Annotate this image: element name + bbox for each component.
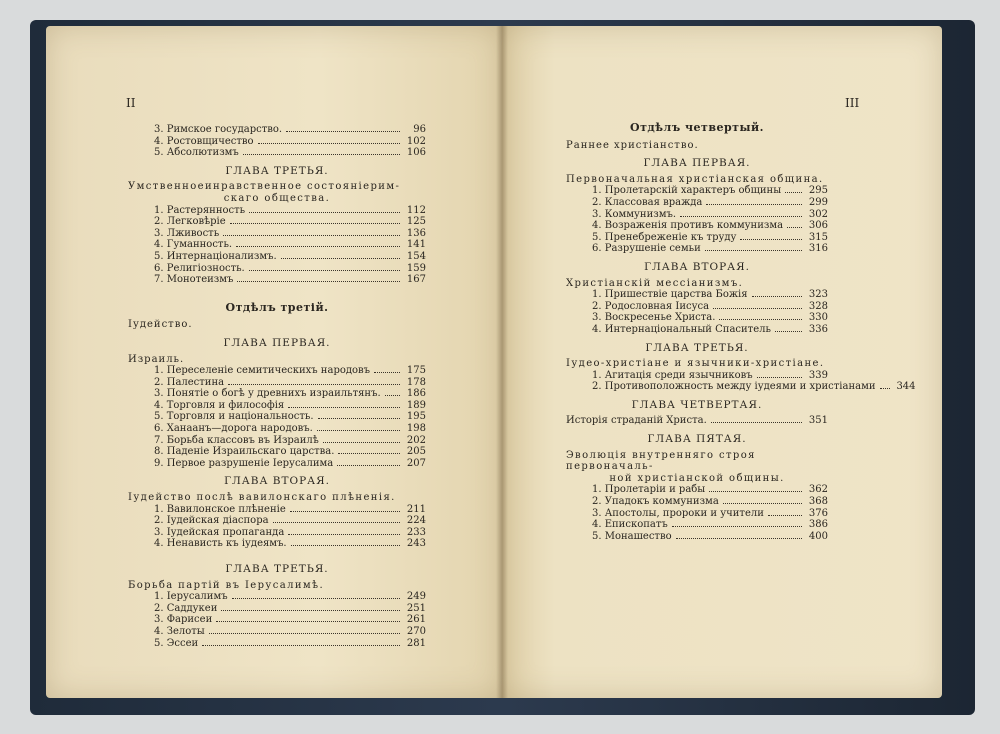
- intro-entries: [128, 124, 426, 159]
- chapter-subtitle: Эволюція внутренняго строя первоначаль-: [566, 449, 756, 473]
- dot-leader: [706, 204, 802, 205]
- chapter-subtitle: ной христіанской общины.: [609, 472, 785, 484]
- toc-entry: [566, 531, 828, 543]
- toc-entry-page: 233: [406, 526, 426, 538]
- dot-leader: [281, 258, 400, 259]
- toc-entry-title: 1. Іерусалимъ: [154, 591, 228, 603]
- chapter-heading: ГЛАВА ТРЕТЬЯ.: [645, 341, 749, 354]
- toc-entry-title: 2. Саддукеи: [154, 602, 218, 614]
- dot-leader: [676, 538, 802, 539]
- toc-entry-page: 189: [406, 399, 426, 411]
- dot-leader: [317, 430, 400, 431]
- toc-entry: [566, 185, 828, 197]
- toc-entry-page: 167: [406, 274, 426, 286]
- toc-entry: [128, 603, 426, 615]
- toc-entry-title: 2. Классовая вражда: [592, 196, 703, 208]
- dot-leader: [713, 308, 802, 309]
- dot-leader: [323, 442, 400, 443]
- toc-entry-page: 336: [808, 323, 828, 335]
- dot-leader: [236, 246, 400, 247]
- chapter-heading: ГЛАВА ПЕРВАЯ.: [223, 336, 331, 349]
- dot-leader: [288, 534, 400, 535]
- toc-entry: [128, 504, 426, 516]
- chapter-heading: ГЛАВА ВТОРАЯ.: [644, 260, 750, 273]
- toc-entry-title: 9. Первое разрушеніе Іерусалима: [154, 457, 334, 469]
- toc-entry: [566, 289, 828, 301]
- dot-leader: [787, 227, 802, 228]
- dot-leader: [757, 377, 802, 378]
- toc-entry-title: 7. Борьба классовъ въ Израилѣ: [154, 434, 319, 446]
- toc-entry-page: 386: [808, 519, 828, 531]
- chapter-entries: [128, 205, 426, 286]
- toc-entry-page: 323: [808, 289, 828, 301]
- toc-entry-title: 4. Ненависть къ іудеямъ.: [154, 538, 287, 550]
- toc-entry: [128, 124, 426, 136]
- toc-entry: [566, 197, 828, 209]
- toc-entry: [128, 251, 426, 263]
- dot-leader: [705, 250, 802, 251]
- dot-leader: [237, 281, 400, 282]
- chapter-subtitle: Борьба партій въ Іерусалимѣ.: [128, 579, 325, 591]
- toc-entry-title: 5. Торговля и національность.: [154, 411, 314, 423]
- toc-entry-page: 243: [406, 538, 426, 550]
- chapter-entries: [566, 185, 828, 255]
- toc-entry: [566, 301, 828, 313]
- toc-entry-page: 339: [808, 369, 828, 381]
- toc-entry-page: 211: [406, 503, 426, 515]
- toc-entry-page: 302: [808, 208, 828, 220]
- toc-entry: [566, 324, 828, 336]
- toc-entry-title: 8. Паденіе Израильскаго царства.: [154, 446, 335, 458]
- toc-entry-page: 251: [406, 602, 426, 614]
- toc-entry-title: 1. Пролетарскій характеръ общины: [592, 185, 782, 197]
- toc-entry: [128, 591, 426, 603]
- chapter-subtitle: Іудео-христіане и язычники-христіане.: [566, 358, 825, 370]
- toc-entry-title: Исторія страданій Христа.: [566, 415, 707, 427]
- chapter-entries: [566, 289, 828, 335]
- chapter-heading: ГЛАВА ПЕРВАЯ.: [643, 157, 751, 170]
- chapter-subtitle: Христіанскій мессіанизмъ.: [566, 277, 744, 289]
- toc-entry-title: 4. Интернаціональный Спаситель: [592, 323, 771, 335]
- right-page-number: III: [845, 96, 860, 110]
- dot-leader: [768, 515, 802, 516]
- toc-entry-title: 4. Зелоты: [154, 625, 205, 637]
- section-heading: Отдѣлъ третій.: [225, 300, 329, 314]
- chapter-entries: [128, 591, 426, 649]
- dot-leader: [752, 296, 802, 297]
- toc-entry-title: 1. Растерянность: [154, 204, 246, 216]
- toc-entry-page: 368: [808, 496, 828, 508]
- toc-entry: [128, 626, 426, 638]
- toc-entry: [128, 377, 426, 389]
- dot-leader: [680, 216, 802, 217]
- dot-leader: [243, 154, 400, 155]
- dot-leader: [719, 319, 802, 320]
- toc-entry: [566, 415, 828, 427]
- toc-entry-page: 141: [406, 239, 426, 251]
- chapter-entries: [566, 484, 828, 542]
- right-toc-column: [566, 121, 916, 542]
- toc-entry-page: 295: [808, 185, 828, 197]
- toc-entry: [566, 508, 828, 520]
- toc-entry-title: 5. Пренебреженіе къ труду: [592, 231, 737, 243]
- toc-entry: [128, 538, 426, 550]
- toc-entry: [128, 274, 426, 286]
- toc-entry-page: 205: [406, 446, 426, 458]
- dot-leader: [740, 239, 802, 240]
- toc-entry-page: 202: [406, 434, 426, 446]
- toc-entry-page: 330: [808, 312, 828, 324]
- dot-leader: [880, 388, 890, 389]
- chapter-heading: ГЛАВА ПЯТАЯ.: [647, 433, 747, 446]
- toc-entry: [128, 435, 426, 447]
- dot-leader: [209, 633, 400, 634]
- left-toc-column: [128, 124, 426, 649]
- chapter-heading: ГЛАВА ТРЕТЬЯ.: [225, 164, 329, 177]
- chapter-subtitle: Умственноеинравственное состояніерим-: [128, 181, 401, 193]
- section-heading: Отдѣлъ четвертый.: [629, 121, 765, 134]
- toc-entry: [128, 388, 426, 400]
- toc-entry-page: 315: [808, 231, 828, 243]
- toc-entry-page: 159: [406, 262, 426, 274]
- dot-leader: [223, 235, 400, 236]
- dot-leader: [723, 503, 802, 504]
- toc-entry-title: 4. Епископатъ: [592, 519, 668, 531]
- dot-leader: [232, 598, 400, 599]
- dot-leader: [318, 418, 400, 419]
- toc-entry-page: 351: [808, 415, 828, 427]
- toc-entry-title: 3. Фарисеи: [154, 614, 213, 626]
- toc-entry-page: 261: [406, 614, 426, 626]
- toc-entry-page: 136: [406, 227, 426, 239]
- chapter-heading: ГЛАВА ЧЕТВЕРТАЯ.: [631, 398, 763, 411]
- toc-entry-page: 186: [406, 388, 426, 400]
- toc-entry-title: 4. Гуманность.: [154, 239, 233, 251]
- section-subtitle: Раннее христіанство.: [566, 139, 699, 151]
- toc-entry-page: 316: [808, 243, 828, 255]
- toc-entry-page: 125: [406, 216, 426, 228]
- dot-leader: [785, 192, 802, 193]
- chapter-heading: ГЛАВА ВТОРАЯ.: [224, 475, 330, 488]
- toc-entry: [566, 312, 828, 324]
- toc-entry-title: 4. Возраженія противъ коммунизма: [592, 220, 784, 232]
- dot-leader: [202, 645, 400, 646]
- dot-leader: [273, 522, 400, 523]
- toc-entry-title: 2. Упадокъ коммунизма: [592, 496, 719, 508]
- toc-entry-title: 7. Монотеизмъ: [154, 274, 234, 286]
- toc-entry-title: 2. Іудейская діаспора: [154, 515, 269, 527]
- dot-leader: [230, 223, 400, 224]
- toc-entry: [128, 458, 426, 470]
- toc-entry-title: 2. Палестина: [154, 376, 225, 388]
- chapter-entries: [128, 504, 426, 550]
- toc-entry: [128, 515, 426, 527]
- dot-leader: [385, 395, 400, 396]
- toc-entry: [566, 519, 828, 531]
- toc-entry: [128, 638, 426, 650]
- toc-entry-page: 207: [406, 457, 426, 469]
- toc-entry-page: 270: [406, 625, 426, 637]
- toc-entry: [566, 381, 916, 393]
- dot-leader: [249, 212, 400, 213]
- toc-entry-page: 198: [406, 423, 426, 435]
- toc-entry-page: 376: [808, 507, 828, 519]
- dot-leader: [288, 407, 400, 408]
- toc-entry-title: 3. Лживость: [154, 227, 220, 239]
- toc-entry-page: 299: [808, 196, 828, 208]
- toc-entry: [566, 243, 828, 255]
- toc-entry-page: 224: [406, 515, 426, 527]
- toc-entry-title: 2. Противоположность между іудеями и христіанами: [592, 381, 876, 393]
- toc-entry: [128, 205, 426, 217]
- toc-entry-page: 362: [808, 484, 828, 496]
- toc-entry: [128, 147, 426, 159]
- toc-entry-title: 3. Римское государство.: [154, 124, 283, 135]
- toc-entry: [566, 496, 828, 508]
- toc-entry: [128, 423, 426, 435]
- toc-entry-page: 328: [808, 300, 828, 312]
- toc-entry-title: 4. Торговля и философія: [154, 399, 285, 411]
- dot-leader: [337, 465, 400, 466]
- dot-leader: [672, 526, 802, 527]
- toc-entry-title: 6. Религіозность.: [154, 262, 245, 274]
- toc-entry-title: 1. Пришествіе царства Божія: [592, 289, 748, 301]
- toc-entry-page: 96: [413, 124, 426, 135]
- dot-leader: [338, 453, 400, 454]
- toc-entry-title: 4. Ростовщичество: [154, 135, 254, 147]
- chapter-entries: [566, 369, 916, 393]
- toc-entry: [128, 216, 426, 228]
- book-gutter: [496, 26, 508, 698]
- toc-entry-title: 3. Іудейская пропаганда: [154, 526, 285, 538]
- toc-entry-title: 3. Коммунизмъ.: [592, 208, 677, 220]
- toc-entry: [128, 365, 426, 377]
- dot-leader: [249, 270, 400, 271]
- toc-entry-title: 2. Родословная Іисуса: [592, 300, 710, 312]
- toc-entry-title: 1. Переселеніе семитическихъ народовъ: [154, 365, 371, 377]
- toc-entry: [566, 370, 828, 382]
- chapter-subtitle: Іудейство послѣ вавилонскаго плѣненія.: [128, 492, 396, 504]
- toc-entry: [128, 614, 426, 626]
- dot-leader: [291, 545, 400, 546]
- toc-entry-page: 154: [406, 250, 426, 262]
- toc-entry-title: 3. Апостолы, пророки и учители: [592, 507, 764, 519]
- toc-entry: [566, 232, 828, 244]
- chapter-heading: ГЛАВА ТРЕТЬЯ.: [225, 563, 329, 575]
- toc-entry: [128, 411, 426, 423]
- dot-leader: [290, 511, 400, 512]
- chapter-entries: [566, 415, 828, 427]
- section-subtitle: Іудейство.: [128, 319, 193, 331]
- dot-leader: [286, 131, 400, 132]
- toc-entry-title: 6. Разрушеніе семьи: [592, 243, 701, 255]
- toc-entry: [566, 209, 828, 221]
- left-page-number: II: [126, 96, 136, 110]
- toc-entry-page: 195: [406, 411, 426, 423]
- toc-entry-page: 112: [406, 204, 426, 216]
- toc-entry-title: 1. Пролетаріи и рабы: [592, 484, 706, 496]
- toc-entry: [566, 484, 828, 496]
- toc-entry-title: 1. Агитація среди язычниковъ: [592, 369, 753, 381]
- toc-entry-title: 5. Интернаціонализмъ.: [154, 250, 277, 262]
- toc-entry: [128, 527, 426, 539]
- toc-entry-page: 306: [808, 220, 828, 232]
- toc-entry: [128, 446, 426, 458]
- chapter-subtitle: скаго общества.: [223, 192, 331, 204]
- dot-leader: [711, 422, 802, 423]
- toc-entry-page: 178: [406, 376, 426, 388]
- toc-entry-page: 175: [406, 365, 426, 377]
- toc-entry-title: 3. Понятіе о богѣ у древнихъ израильтянъ.: [154, 388, 381, 400]
- toc-entry-title: 5. Монашество: [592, 530, 672, 542]
- dot-leader: [221, 610, 400, 611]
- toc-entry-page: 106: [406, 147, 426, 159]
- dot-leader: [216, 621, 400, 622]
- toc-entry: [128, 239, 426, 251]
- dot-leader: [228, 384, 400, 385]
- toc-entry-page: 281: [406, 637, 426, 649]
- toc-entry-page: 344: [896, 381, 916, 393]
- chapter-subtitle: Израиль.: [128, 353, 185, 365]
- toc-entry: [128, 228, 426, 240]
- toc-entry-title: 2. Легковѣріе: [154, 216, 226, 228]
- toc-entry: [128, 136, 426, 148]
- toc-entry: [128, 263, 426, 275]
- toc-entry-title: 3. Воскресенье Христа.: [592, 312, 716, 324]
- toc-entry-title: 6. Ханаанъ—дорога народовъ.: [154, 423, 313, 435]
- toc-entry-page: 249: [406, 591, 426, 603]
- toc-entry-title: 5. Абсолютизмъ: [154, 147, 239, 159]
- toc-entry: [566, 220, 828, 232]
- dot-leader: [258, 143, 400, 144]
- dot-leader: [775, 331, 802, 332]
- chapter-entries: [128, 365, 426, 469]
- dot-leader: [374, 372, 400, 373]
- chapter-subtitle: Первоначальная христіанская община.: [566, 173, 824, 185]
- toc-entry: [128, 400, 426, 412]
- toc-entry-page: 400: [808, 530, 828, 542]
- toc-entry-page: 102: [406, 135, 426, 147]
- toc-entry-title: 5. Эссеи: [154, 637, 199, 649]
- toc-entry-title: 1. Вавилонское плѣненіе: [154, 503, 286, 515]
- dot-leader: [709, 491, 802, 492]
